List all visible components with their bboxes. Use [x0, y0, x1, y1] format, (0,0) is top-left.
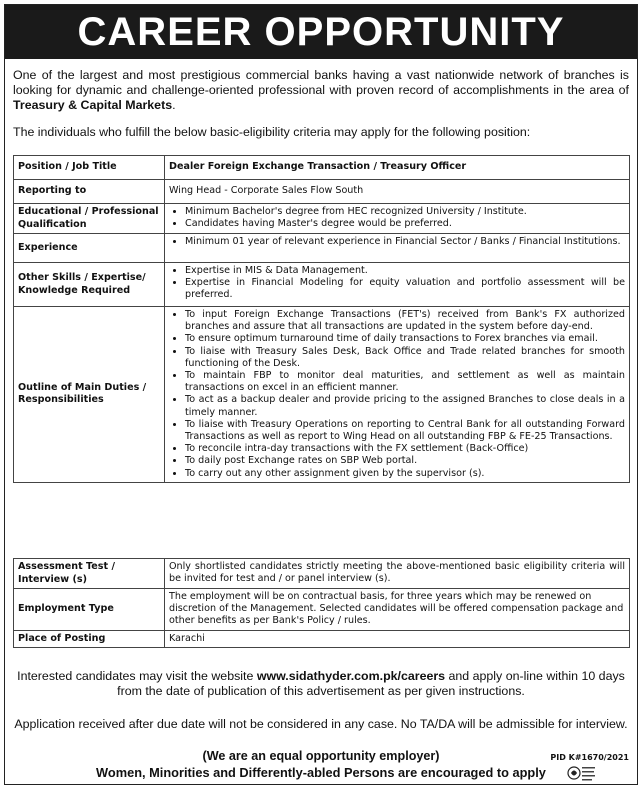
row-label: Other Skills / Expertise/ Knowledge Required — [14, 263, 165, 307]
row-label: Place of Posting — [14, 631, 165, 648]
list-item: • To reconcile intra-day transactions with the FX settlement (Back-Office) — [185, 443, 625, 455]
row-list-cell — [165, 234, 630, 263]
list-item: • To liaise with Treasury Operations on reporting to Central Bank for all outstanding Forward Transactions as well as report to Wing Head on all outstanding FBP & FE-25 Transactions. — [185, 419, 625, 443]
list-item: • To maintain FBP to monitor deal maturities, and settlement as well as maintain transactions on excel in an efficient manner. — [185, 370, 625, 394]
page-title: CAREER OPPORTUNITY — [5, 5, 637, 59]
row-list-cell — [165, 307, 630, 483]
row-label: Reporting to — [14, 180, 165, 204]
list-item: • Minimum Bachelor's degree from HEC recognized University / Institute. — [185, 206, 625, 218]
intro-highlight: Treasury & Capital Markets — [13, 98, 173, 112]
apply-text-end: and apply on-line within 10 days from the date of publication of this advertisement as per given instructions. — [117, 669, 625, 698]
terms-table — [13, 558, 630, 648]
equal-opportunity-note: (We are an equal opportunity employer) — [202, 749, 440, 763]
logo-icon — [567, 762, 597, 784]
list-item: • Candidates having Master's degree would be preferred. — [185, 218, 625, 230]
table-row — [14, 180, 630, 204]
table-row — [14, 263, 630, 307]
bullet-list — [169, 206, 625, 230]
row-label: Experience — [14, 234, 165, 263]
row-list-cell — [165, 204, 630, 234]
criteria-text: The individuals who fulfill the below basic-eligibility criteria may apply for the following position: — [13, 125, 531, 139]
list-item: • To carry out any other assignment given by the supervisor (s). — [185, 468, 625, 480]
apply-text: Interested candidates may visit the website — [17, 669, 257, 683]
row-label: Assessment Test / Interview (s) — [14, 559, 165, 589]
advertisement-page — [4, 4, 638, 785]
list-item: • To daily post Exchange rates on SBP Web portal. — [185, 455, 625, 467]
careers-link[interactable]: www.sidathyder.com.pk/careers — [256, 669, 446, 683]
list-item: • To liaise with Treasury Sales Desk, Back Office and Trade related branches for smooth functioning of the Desk. — [185, 346, 625, 370]
row-label: Employment Type — [14, 589, 165, 631]
row-value: Dealer Foreign Exchange Transaction / Treasury Officer — [165, 156, 630, 180]
row-label: Educational / Professional Qualification — [14, 204, 165, 234]
intro-text: One of the largest and most prestigious commercial banks having a vast nationwide network of branches is looking for dynamic and challenge-oriented professional with proven record of accomplishments in the area of — [13, 68, 629, 97]
gov-logo — [567, 762, 597, 784]
row-value: Wing Head - Corporate Sales Flow South — [165, 180, 630, 204]
deadline-note: Application received after due date will not be considered in any case. No TA/DA will be admissible for interview. — [14, 717, 628, 731]
job-details-table — [13, 155, 630, 483]
intro-paragraph — [13, 68, 629, 113]
bullet-list — [169, 236, 625, 248]
list-item: • To ensure optimum turnaround time of daily transactions to Forex branches via email. — [185, 333, 625, 345]
row-value: Only shortlisted candidates strictly meeting the above-mentioned basic eligibility criteria will be invited for test and / or panel interview (s). — [165, 559, 630, 589]
pid-number: PID K#1670/2021 — [550, 753, 629, 762]
table-row — [14, 589, 630, 631]
table-row — [14, 234, 630, 263]
list-item: • Expertise in MIS & Data Management. — [185, 265, 625, 277]
diversity-note: Women, Minorities and Differently-abled Persons are encouraged to apply — [96, 765, 546, 780]
intro-end: . — [172, 98, 176, 112]
row-value: Karachi — [165, 631, 630, 648]
list-item: • Minimum 01 year of relevant experience in Financial Sector / Banks / Financial Institutions. — [185, 236, 625, 248]
bullet-list — [169, 309, 625, 480]
table-row — [14, 307, 630, 483]
table-row — [14, 559, 630, 589]
row-list-cell — [165, 263, 630, 307]
row-label: Outline of Main Duties / Responsibilities — [14, 307, 165, 483]
bullet-list — [169, 265, 625, 302]
row-label: Position / Job Title — [14, 156, 165, 180]
list-item: • To input Foreign Exchange Transactions (FET's) received from Bank's FX authorized branches and assure that all transactions are updated in the system before day-end. — [185, 309, 625, 333]
table-row — [14, 204, 630, 234]
table-row — [14, 631, 630, 648]
list-item: • To act as a backup dealer and provide pricing to the assigned Branches to close deals in a timely manner. — [185, 394, 625, 418]
apply-instructions — [13, 669, 629, 699]
row-value: The employment will be on contractual basis, for three years which may be renewed on discretion of the Management. Selected candidates will be offered compensation package and other benefits as per Bank's Policy / rules. — [165, 589, 630, 631]
table-row — [14, 156, 630, 180]
list-item: • Expertise in Financial Modeling for equity valuation and portfolio assessment will be preferred. — [185, 277, 625, 301]
